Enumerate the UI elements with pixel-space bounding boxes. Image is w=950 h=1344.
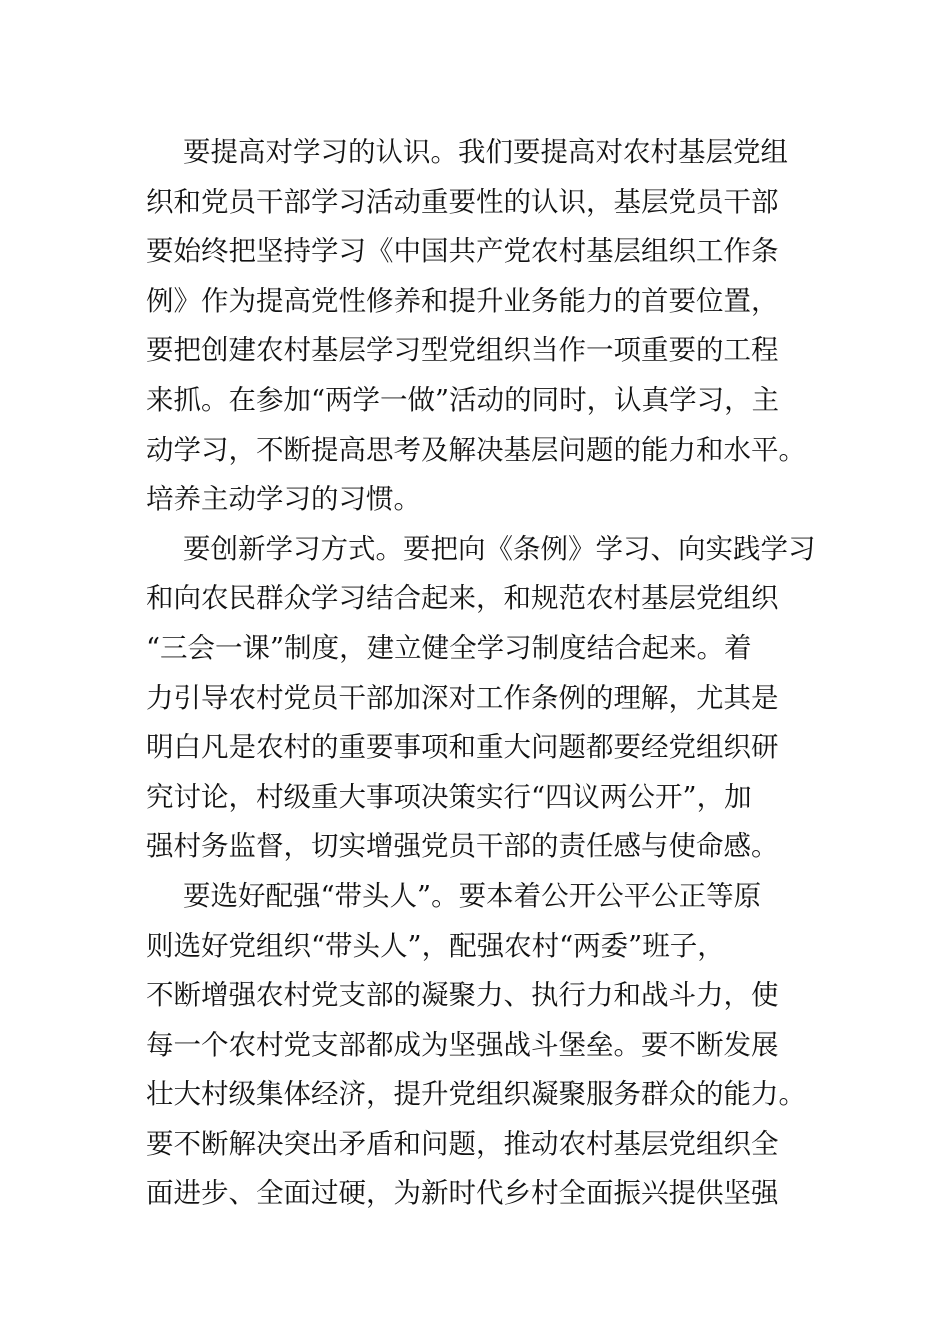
text-line: 织和党员干部学习活动重要性的认识，基层党员干部 bbox=[146, 185, 779, 218]
text-line: 来抓。在参加“两学一做”活动的同时，认真学习，主 bbox=[146, 383, 780, 416]
text-line: 不断增强农村党支部的凝聚力、执行力和战斗力，使 bbox=[146, 979, 779, 1012]
paragraph-select-leaders bbox=[146, 872, 826, 1219]
text-line: 要把创建农村基层学习型党组织当作一项重要的工程 bbox=[146, 334, 779, 367]
text-line: 明白凡是农村的重要事项和重大问题都要经党组织研 bbox=[146, 731, 779, 764]
text-line: 力引导农村党员干部加深对工作条例的理解，尤其是 bbox=[146, 681, 779, 714]
text-line: 例》作为提高党性修养和提升业务能力的首要位置， bbox=[146, 284, 779, 317]
text-line: 强村务监督，切实增强党员干部的责任感与使命感。 bbox=[146, 830, 779, 863]
text-line: “三会一课”制度，建立健全学习制度结合起来。着 bbox=[146, 631, 752, 664]
text-line: 面进步、全面过硬，为新时代乡村全面振兴提供坚强 bbox=[146, 1177, 779, 1210]
text-line: 和向农民群众学习结合起来，和规范农村基层党组织 bbox=[146, 582, 779, 615]
text-line: 要选好配强“带头人”。要本着公开公平公正等原 bbox=[183, 879, 762, 912]
text-line: 要创新学习方式。要把向《条例》学习、向实践学习 bbox=[183, 532, 816, 565]
document-body bbox=[146, 128, 826, 1219]
paragraph-study-awareness bbox=[146, 128, 826, 525]
text-line: 动学习，不断提高思考及解决基层问题的能力和水平。 bbox=[146, 433, 806, 466]
text-line: 培养主动学习的习惯。 bbox=[146, 483, 421, 516]
paragraph-innovate-learning bbox=[146, 525, 826, 872]
text-line: 要始终把坚持学习《中国共产党农村基层组织工作条 bbox=[146, 235, 779, 268]
text-line: 要提高对学习的认识。我们要提高对农村基层党组 bbox=[183, 136, 788, 168]
text-line: 每一个农村党支部都成为坚强战斗堡垒。要不断发展 bbox=[146, 1028, 779, 1061]
text-line: 要不断解决突出矛盾和问题，推动农村基层党组织全 bbox=[146, 1127, 779, 1160]
text-line: 究讨论，村级重大事项决策实行“四议两公开”，加 bbox=[146, 780, 752, 813]
text-line: 则选好党组织“带头人”，配强农村“两委”班子， bbox=[146, 929, 725, 962]
text-line: 壮大村级集体经济，提升党组织凝聚服务群众的能力。 bbox=[146, 1078, 806, 1111]
